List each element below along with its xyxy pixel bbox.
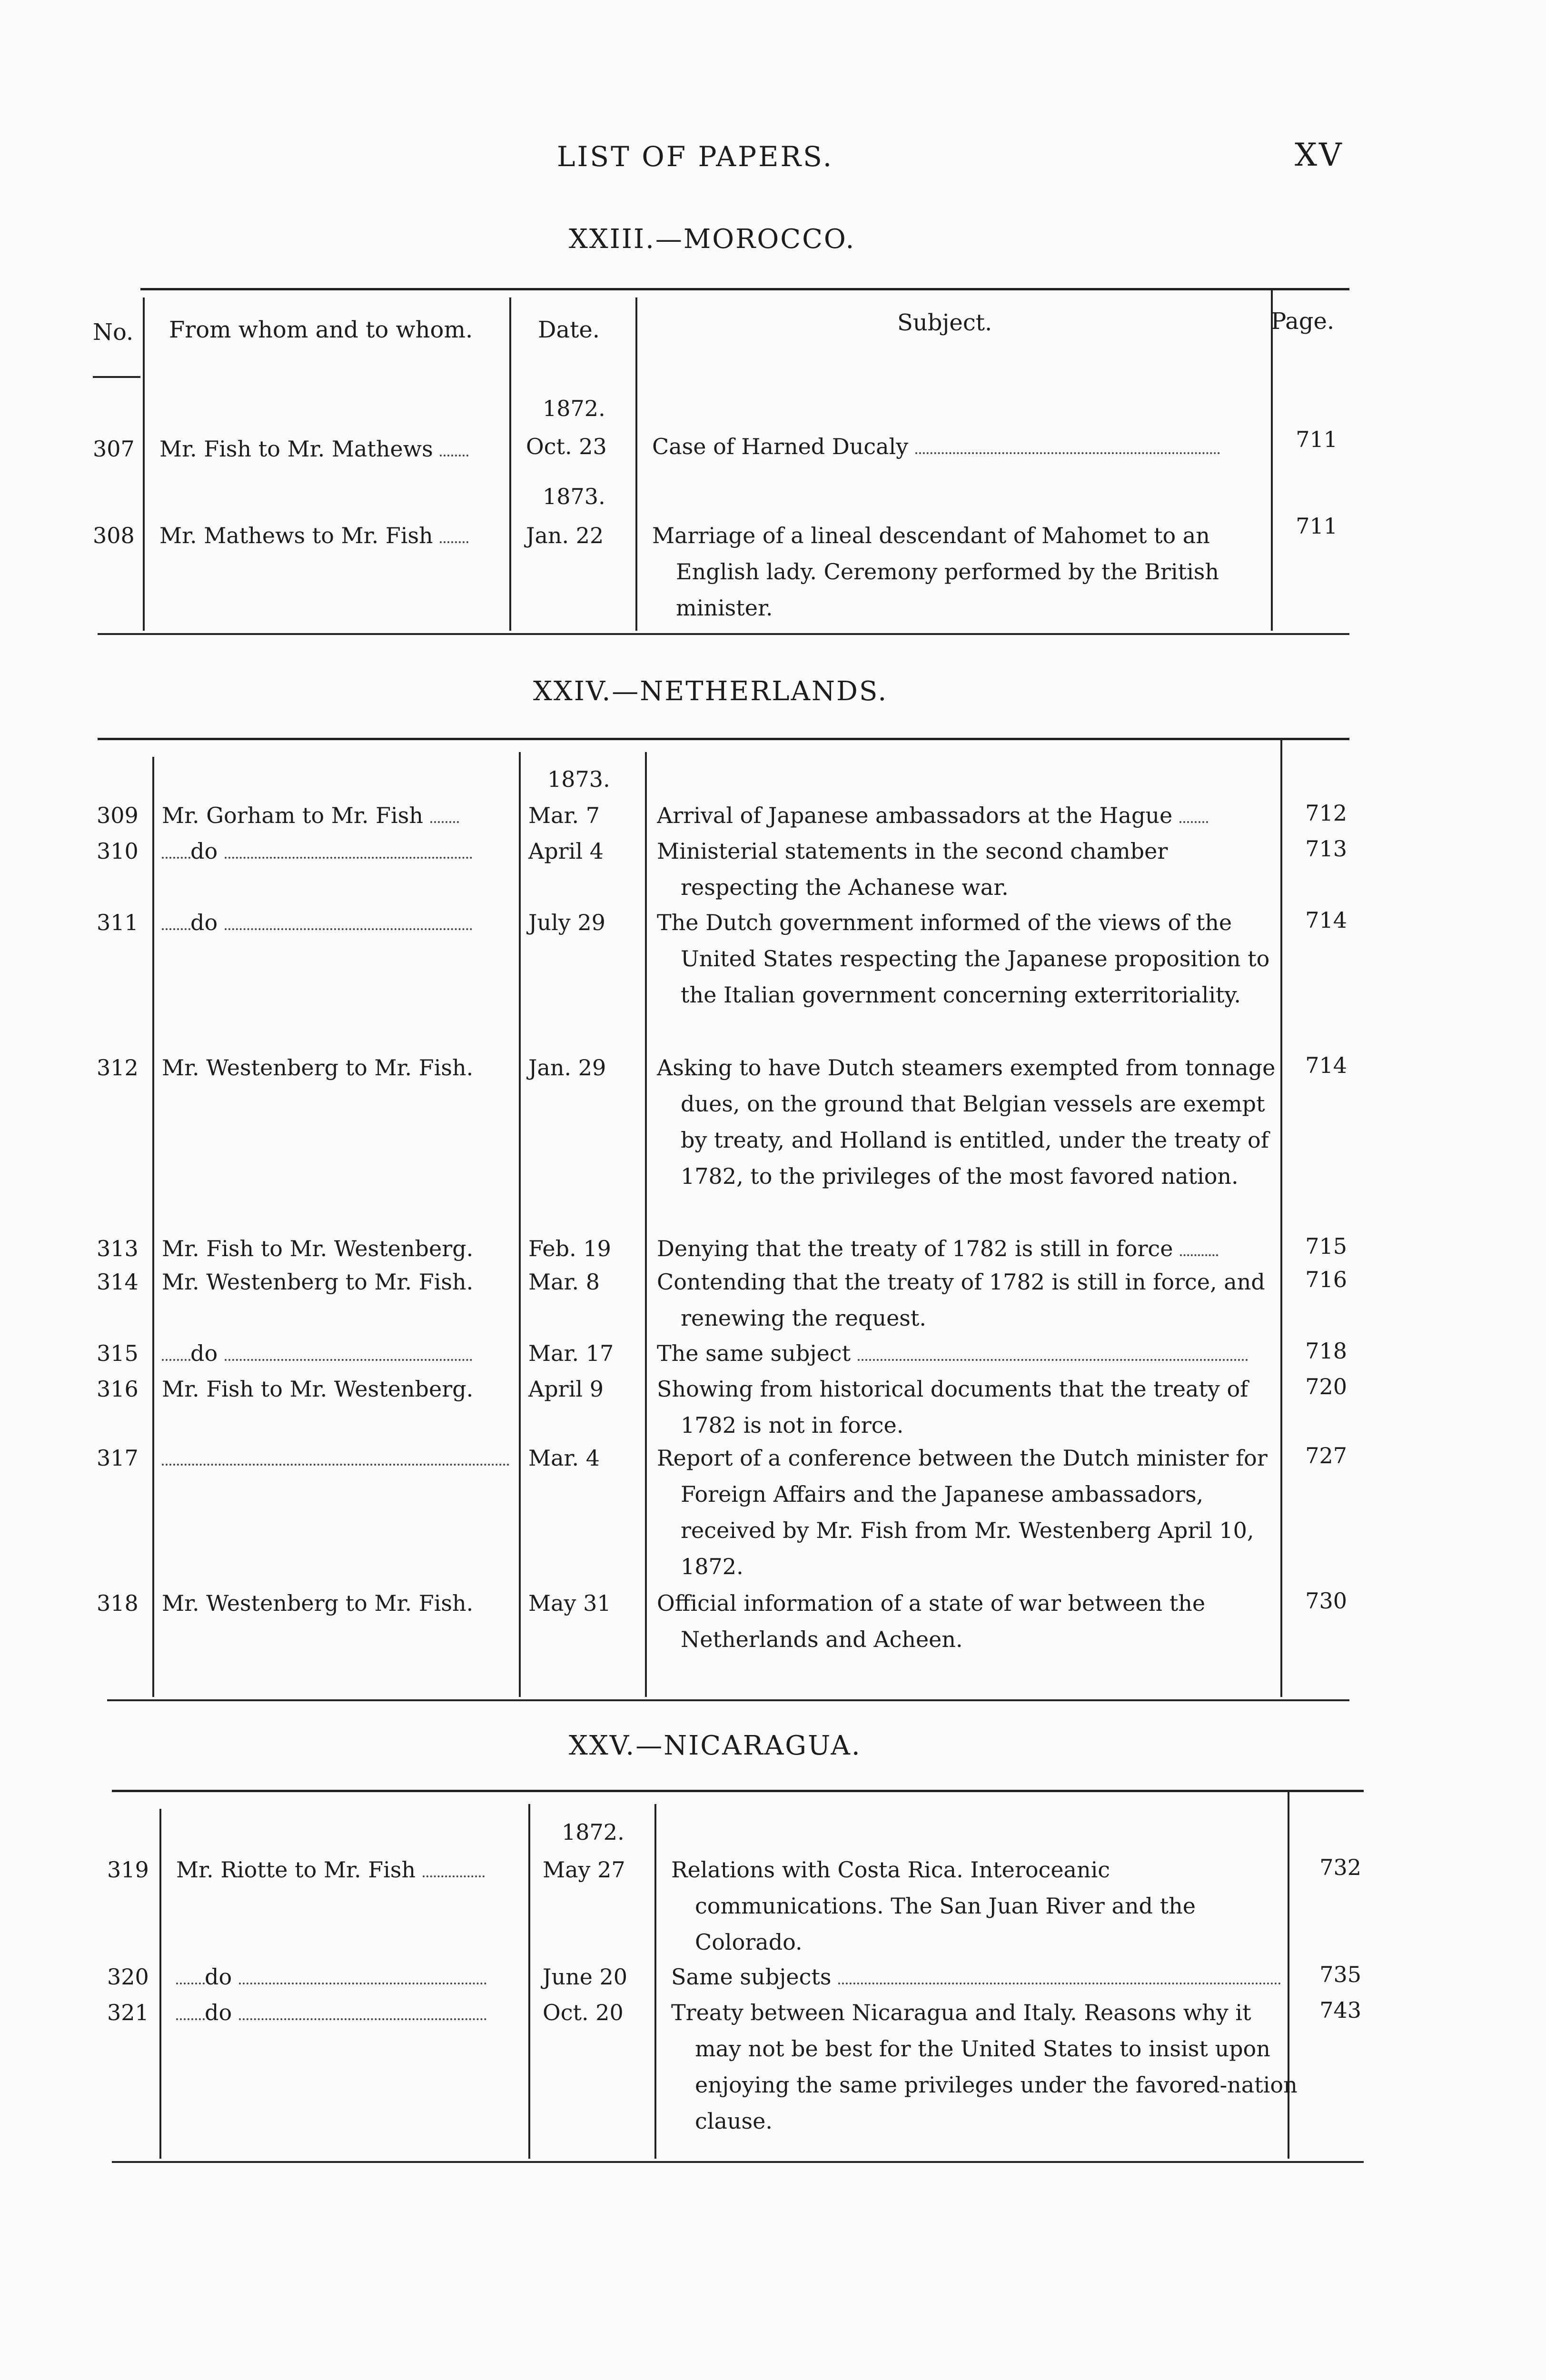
row-subject: Denying that the treaty of 1782 is still in force: [657, 1230, 1271, 1267]
row-date: May 27: [543, 1857, 625, 1883]
row-date: April 4: [528, 838, 604, 864]
row-number: 310: [97, 838, 139, 864]
table-morocco: [93, 288, 1349, 650]
row-number: 314: [97, 1269, 139, 1295]
row-date: April 9: [528, 1376, 604, 1402]
row-from: Mr. Fish to Mr. Mathews: [159, 431, 507, 467]
row-date: Oct. 20: [543, 2000, 624, 2025]
row-from: Mr. Gorham to Mr. Fish: [162, 797, 516, 833]
row-number: 307: [93, 436, 135, 462]
row-year: 1872.: [543, 396, 605, 421]
row-page: 716: [1305, 1267, 1347, 1292]
row-from: Mr. Riotte to Mr. Fish: [176, 1852, 526, 1888]
row-number: 313: [97, 1236, 139, 1261]
row-number: 309: [97, 803, 139, 828]
row-subject: Contending that the treaty of 1782 is still in force, and renewing the request.: [657, 1269, 1265, 1331]
section-title-nicaragua: XXV.—NICARAGUA.: [569, 1730, 862, 1761]
row-date: Mar. 17: [528, 1340, 614, 1366]
row-page: 720: [1305, 1374, 1347, 1399]
row-number: 312: [97, 1055, 139, 1081]
column-header-page: Page.: [1271, 308, 1335, 335]
row-from: Mr. Westenberg to Mr. Fish.: [162, 1590, 474, 1616]
row-from: Mr. Westenberg to Mr. Fish.: [162, 1269, 474, 1295]
row-date: Jan. 22: [526, 523, 604, 548]
row-subject: Case of Harned Ducaly: [652, 428, 1257, 465]
row-subject: Asking to have Dutch steamers exempted from tonnage dues, on the ground that Belgian vessels are exempt by treaty, and Holland is entitled, under the treaty of 1782, to the privileges of the most favored nation.: [657, 1055, 1276, 1189]
row-from: Mr. Mathews to Mr. Fish: [159, 517, 507, 554]
row-from: Mr. Westenberg to Mr. Fish.: [162, 1055, 474, 1081]
row-page: 727: [1305, 1443, 1347, 1468]
row-page: 711: [1296, 426, 1338, 452]
row-number: 318: [97, 1590, 139, 1616]
row-subject: Marriage of a lineal descendant of Mahomet to an English lady. Ceremony performed by the British minister.: [652, 523, 1219, 621]
row-date: Jan. 29: [528, 1055, 606, 1081]
section-year: 1873.: [547, 766, 610, 792]
row-subject: Showing from historical documents that the treaty of 1782 is not in force.: [657, 1376, 1249, 1438]
page-title: LIST OF PAPERS.: [557, 140, 834, 173]
section-year: 1872.: [562, 1819, 624, 1845]
row-page: 743: [1319, 1997, 1361, 2023]
row-from: Mr. Fish to Mr. Westenberg.: [162, 1376, 474, 1402]
table-nicaragua: [93, 1790, 1364, 2171]
row-subject: Relations with Costa Rica. Interoceanic communications. The San Juan River and the Colorado.: [671, 1857, 1196, 1955]
row-page: 735: [1319, 1962, 1361, 1987]
section-title-netherlands: XXIV.—NETHERLANDS.: [533, 676, 888, 707]
row-page: 713: [1305, 836, 1347, 862]
table-netherlands: [93, 738, 1349, 1716]
column-header-subject: Subject.: [897, 309, 992, 336]
row-number: 316: [97, 1376, 139, 1402]
row-page: 714: [1305, 1052, 1347, 1078]
row-subject: The same subject: [657, 1335, 1271, 1371]
row-date: June 20: [543, 1964, 628, 1990]
row-date: Oct. 23: [526, 434, 607, 459]
row-subject: Treaty between Nicaragua and Italy. Reasons why it may not be best for the United States to insist upon enjoying the same privileges under the favored-nation clause.: [671, 2000, 1298, 2134]
row-from: do: [176, 1994, 526, 2031]
row-subject: Arrival of Japanese ambassadors at the Hague: [657, 797, 1271, 833]
row-date: July 29: [528, 910, 605, 935]
page-number: XV: [1295, 137, 1344, 173]
row-number: 311: [97, 910, 139, 935]
row-number: 317: [97, 1445, 139, 1471]
row-subject: Ministerial statements in the second chamber respecting the Achanese war.: [657, 838, 1168, 900]
row-page: 714: [1305, 907, 1347, 933]
page-header: [0, 137, 1546, 183]
row-from: do: [176, 1959, 526, 1995]
row-number: 319: [107, 1857, 149, 1883]
section-title-morocco: XXIII.—MOROCCO.: [569, 224, 856, 255]
row-page: 715: [1305, 1233, 1347, 1259]
column-header-from: From whom and to whom.: [169, 317, 473, 343]
row-page: 712: [1305, 800, 1347, 826]
row-page: 711: [1296, 513, 1338, 539]
row-from: do: [162, 1335, 516, 1371]
row-date: Mar. 8: [528, 1269, 600, 1295]
row-page: 718: [1305, 1338, 1347, 1364]
row-subject: The Dutch government informed of the views of the United States respecting the Japanese proposition to the Italian government concerning exterritoriality.: [657, 910, 1270, 1008]
row-number: 315: [97, 1340, 139, 1366]
row-from: do: [162, 833, 516, 869]
row-from: Mr. Fish to Mr. Westenberg.: [162, 1236, 474, 1261]
row-from: [162, 1440, 516, 1476]
row-subject: Official information of a state of war between the Netherlands and Acheen.: [657, 1590, 1206, 1652]
row-from: do: [162, 904, 516, 941]
row-date: May 31: [528, 1590, 611, 1616]
row-number: 321: [107, 2000, 149, 2025]
row-number: 320: [107, 1964, 149, 1990]
row-subject: Same subjects: [671, 1959, 1285, 1995]
column-header-date: Date.: [538, 317, 600, 343]
row-number: 308: [93, 523, 135, 548]
row-date: Feb. 19: [528, 1236, 611, 1261]
row-date: Mar. 4: [528, 1445, 600, 1471]
row-subject: Report of a conference between the Dutch minister for Foreign Affairs and the Japanese ambassadors, received by Mr. Fish from Mr. Westenberg April 10, 1872.: [657, 1445, 1268, 1579]
row-year: 1873.: [543, 484, 605, 509]
column-header-no: No.: [93, 319, 134, 346]
row-page: 732: [1319, 1854, 1361, 1880]
row-date: Mar. 7: [528, 803, 600, 828]
row-page: 730: [1305, 1588, 1347, 1614]
